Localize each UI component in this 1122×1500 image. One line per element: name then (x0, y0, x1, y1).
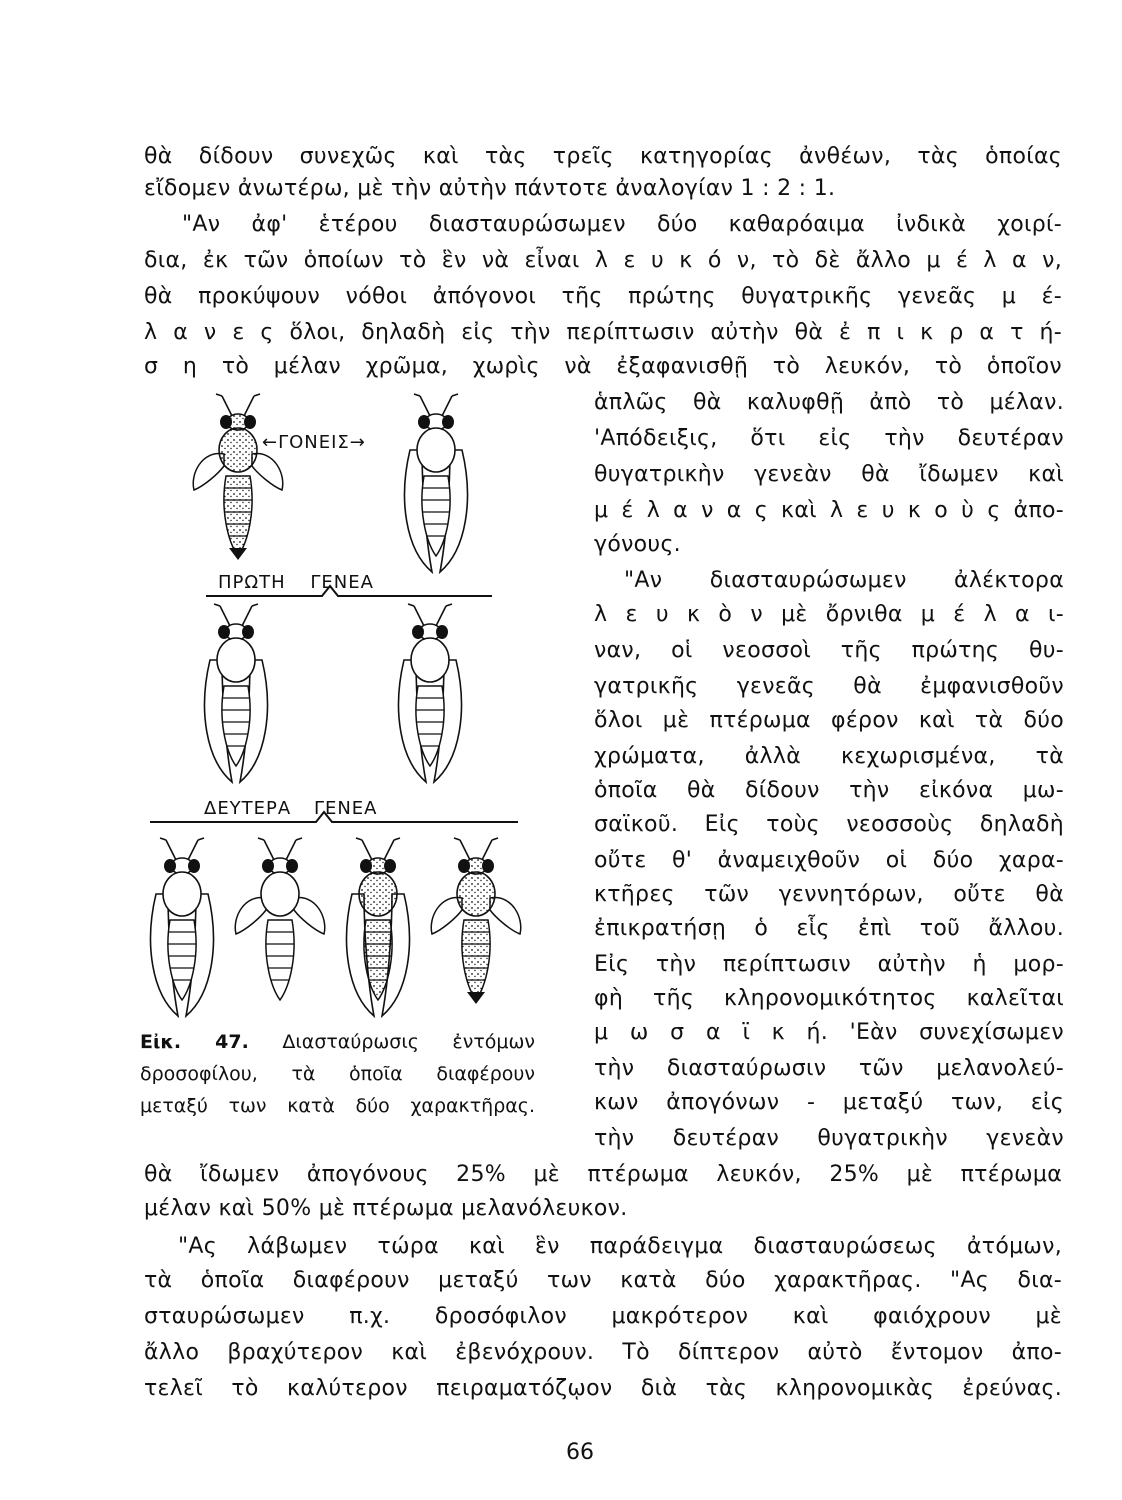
text-line: ἐπικρατήσῃ ὁ εἷς ἐπὶ τοῦ ἄλλου. (594, 916, 1064, 941)
text-line: τὰ ὁποῖα διαφέρουν μεταξύ των κατὰ δύο χαρακτῆρας. "Ας δια- (144, 1268, 1062, 1293)
text-line: θυγατρικὴν γενεὰν θὰ ἴδωμεν καὶ (594, 462, 1064, 487)
figure-number: Εἰκ. 47. (140, 1031, 249, 1053)
text-line: γόνους. (594, 532, 681, 557)
parent-fly-short-wing (193, 394, 283, 560)
second-generation-label: ΔΕΥΤΕΡΑ ΓΕΝΕΑ (204, 798, 378, 819)
text-line: οὔτε θ' ἀναμειχθοῦν οἱ δύο χαρα- (594, 848, 1064, 873)
drosophila-cross-figure (140, 390, 540, 1030)
text-line: "Ας λάβωμεν τώρα καὶ ἓν παράδειγμα διασταυρώσεως ἀτόμων, (178, 1234, 1062, 1259)
text-line: τὴν δευτέραν θυγατρικὴν γενεὰν (594, 1126, 1064, 1151)
text-line: σαϊκοῦ. Εἰς τοὺς νεοσσοὺς δηλαδὴ (594, 812, 1064, 837)
text-line: μ ω σ α ϊ κ ή. 'Εὰν συνεχίσωμεν (594, 1020, 1064, 1045)
second-gen-fly (347, 838, 410, 1016)
text-line: ναν, οἱ νεοσσοὶ τῆς πρώτης θυ- (594, 638, 1064, 663)
second-gen-fly (151, 838, 214, 1016)
text-line: Εἰς τὴν περίπτωσιν αὐτὴν ἡ μορ- (594, 952, 1064, 977)
text-line: "Αν ἀφ' ἑτέρου διασταυρώσωμεν δύο καθαρόαιμα ἰνδικὰ χοιρί- (182, 212, 1062, 237)
text-line: κων ἀπογόνων - μεταξύ των, εἰς (594, 1090, 1064, 1115)
text-line: θὰ ἴδωμεν ἀπογόνους 25% μὲ πτέρωμα λευκόν, 25% μὲ πτέρωμα (144, 1162, 1062, 1187)
text-line: ὁποῖα θὰ δίδουν τὴν εἰκόνα μω- (594, 778, 1064, 803)
text-line: τὴν διασταύρωσιν τῶν μελανολεύ- (594, 1056, 1064, 1081)
parents-label: ←ΓΟΝΕΙΣ→ (262, 432, 366, 453)
text-line: τελεῖ τὸ καλύτερον πειραματόζῳον διὰ τὰς κληρονομικὰς ἐρεύνας. (144, 1376, 1062, 1401)
text-line: ἁπλῶς θὰ καλυφθῇ ἀπὸ τὸ μέλαν. (594, 390, 1064, 415)
text-line: μέλαν καὶ 50% μὲ πτέρωμα μελανόλευκον. (144, 1196, 628, 1221)
text-line: κτῆρες τῶν γεννητόρων, οὔτε θὰ (594, 882, 1064, 907)
text-line: ἄλλο βραχύτερον καὶ ἐβενόχρουν. Τὸ δίπτερον αὐτὸ ἔντομον ἀπο- (144, 1340, 1062, 1365)
parent-fly-long-wing (405, 394, 468, 572)
text-line: σταυρώσωμεν π.χ. δροσόφιλον μακρότερον καὶ φαιόχρουν μὲ (144, 1304, 1062, 1329)
text-line: λ α ν ε ς ὅλοι, δηλαδὴ εἰς τὴν περίπτωσιν αὐτὴν θὰ ἐ π ι κ ρ α τ ή- (144, 320, 1062, 345)
caption-text: Διασταύρωσις ἐντόμων (282, 1031, 535, 1053)
second-gen-fly (235, 838, 325, 1000)
page-number: 66 (566, 1440, 594, 1465)
first-gen-fly (399, 604, 462, 782)
second-gen-fly (431, 838, 521, 1004)
first-gen-fly (205, 604, 268, 782)
text-line: σ η τὸ μέλαν χρῶμα, χωρὶς νὰ ἐξαφανισθῇ τὸ λευκόν, τὸ ὁποῖον (144, 354, 1062, 379)
text-line: δια, ἐκ τῶν ὁποίων τὸ ἓν νὰ εἶναι λ ε υ κ ό ν, τὸ δὲ ἄλλο μ έ λ α ν, (144, 248, 1062, 273)
text-line: "Αν διασταυρώσωμεν ἀλέκτορα (624, 568, 1064, 593)
figure-caption-line: μεταξύ των κατὰ δύο χαρακτῆρας. (140, 1095, 535, 1117)
text-line: χρώματα, ἀλλὰ κεχωρισμένα, τὰ (594, 744, 1064, 769)
first-generation-label: ΠΡΩΤΗ ΓΕΝΕΑ (218, 572, 374, 593)
text-line: ὅλοι μὲ πτέρωμα φέρον καὶ τὰ δύο (594, 708, 1064, 733)
text-line: γατρικῆς γενεᾶς θὰ ἐμφανισθοῦν (594, 674, 1064, 699)
text-line: μ έ λ α ν α ς καὶ λ ε υ κ ο ὺ ς ἀπο- (594, 498, 1064, 523)
text-line: εἴδομεν ἀνωτέρω, μὲ τὴν αὐτὴν πάντοτε ἀναλογίαν 1 : 2 : 1. (144, 176, 836, 201)
text-line: φὴ τῆς κληρονομικότητος καλεῖται (594, 986, 1064, 1011)
text-line: 'Απόδειξις, ὅτι εἰς τὴν δευτέραν (594, 426, 1064, 451)
figure-caption-line (140, 1030, 535, 1055)
figure-caption-line: δροσοφίλου, τὰ ὁποῖα διαφέρουν (140, 1063, 535, 1085)
text-line: λ ε υ κ ὸ ν μὲ ὄρνιθα μ έ λ α ι- (594, 602, 1064, 627)
text-line: θὰ δίδουν συνεχῶς καὶ τὰς τρεῖς κατηγορίας ἀνθέων, τὰς ὁποίας (144, 144, 1062, 169)
text-line: θὰ προκύψουν νόθοι ἀπόγονοι τῆς πρώτης θυγατρικῆς γενεᾶς μ έ- (144, 284, 1062, 309)
